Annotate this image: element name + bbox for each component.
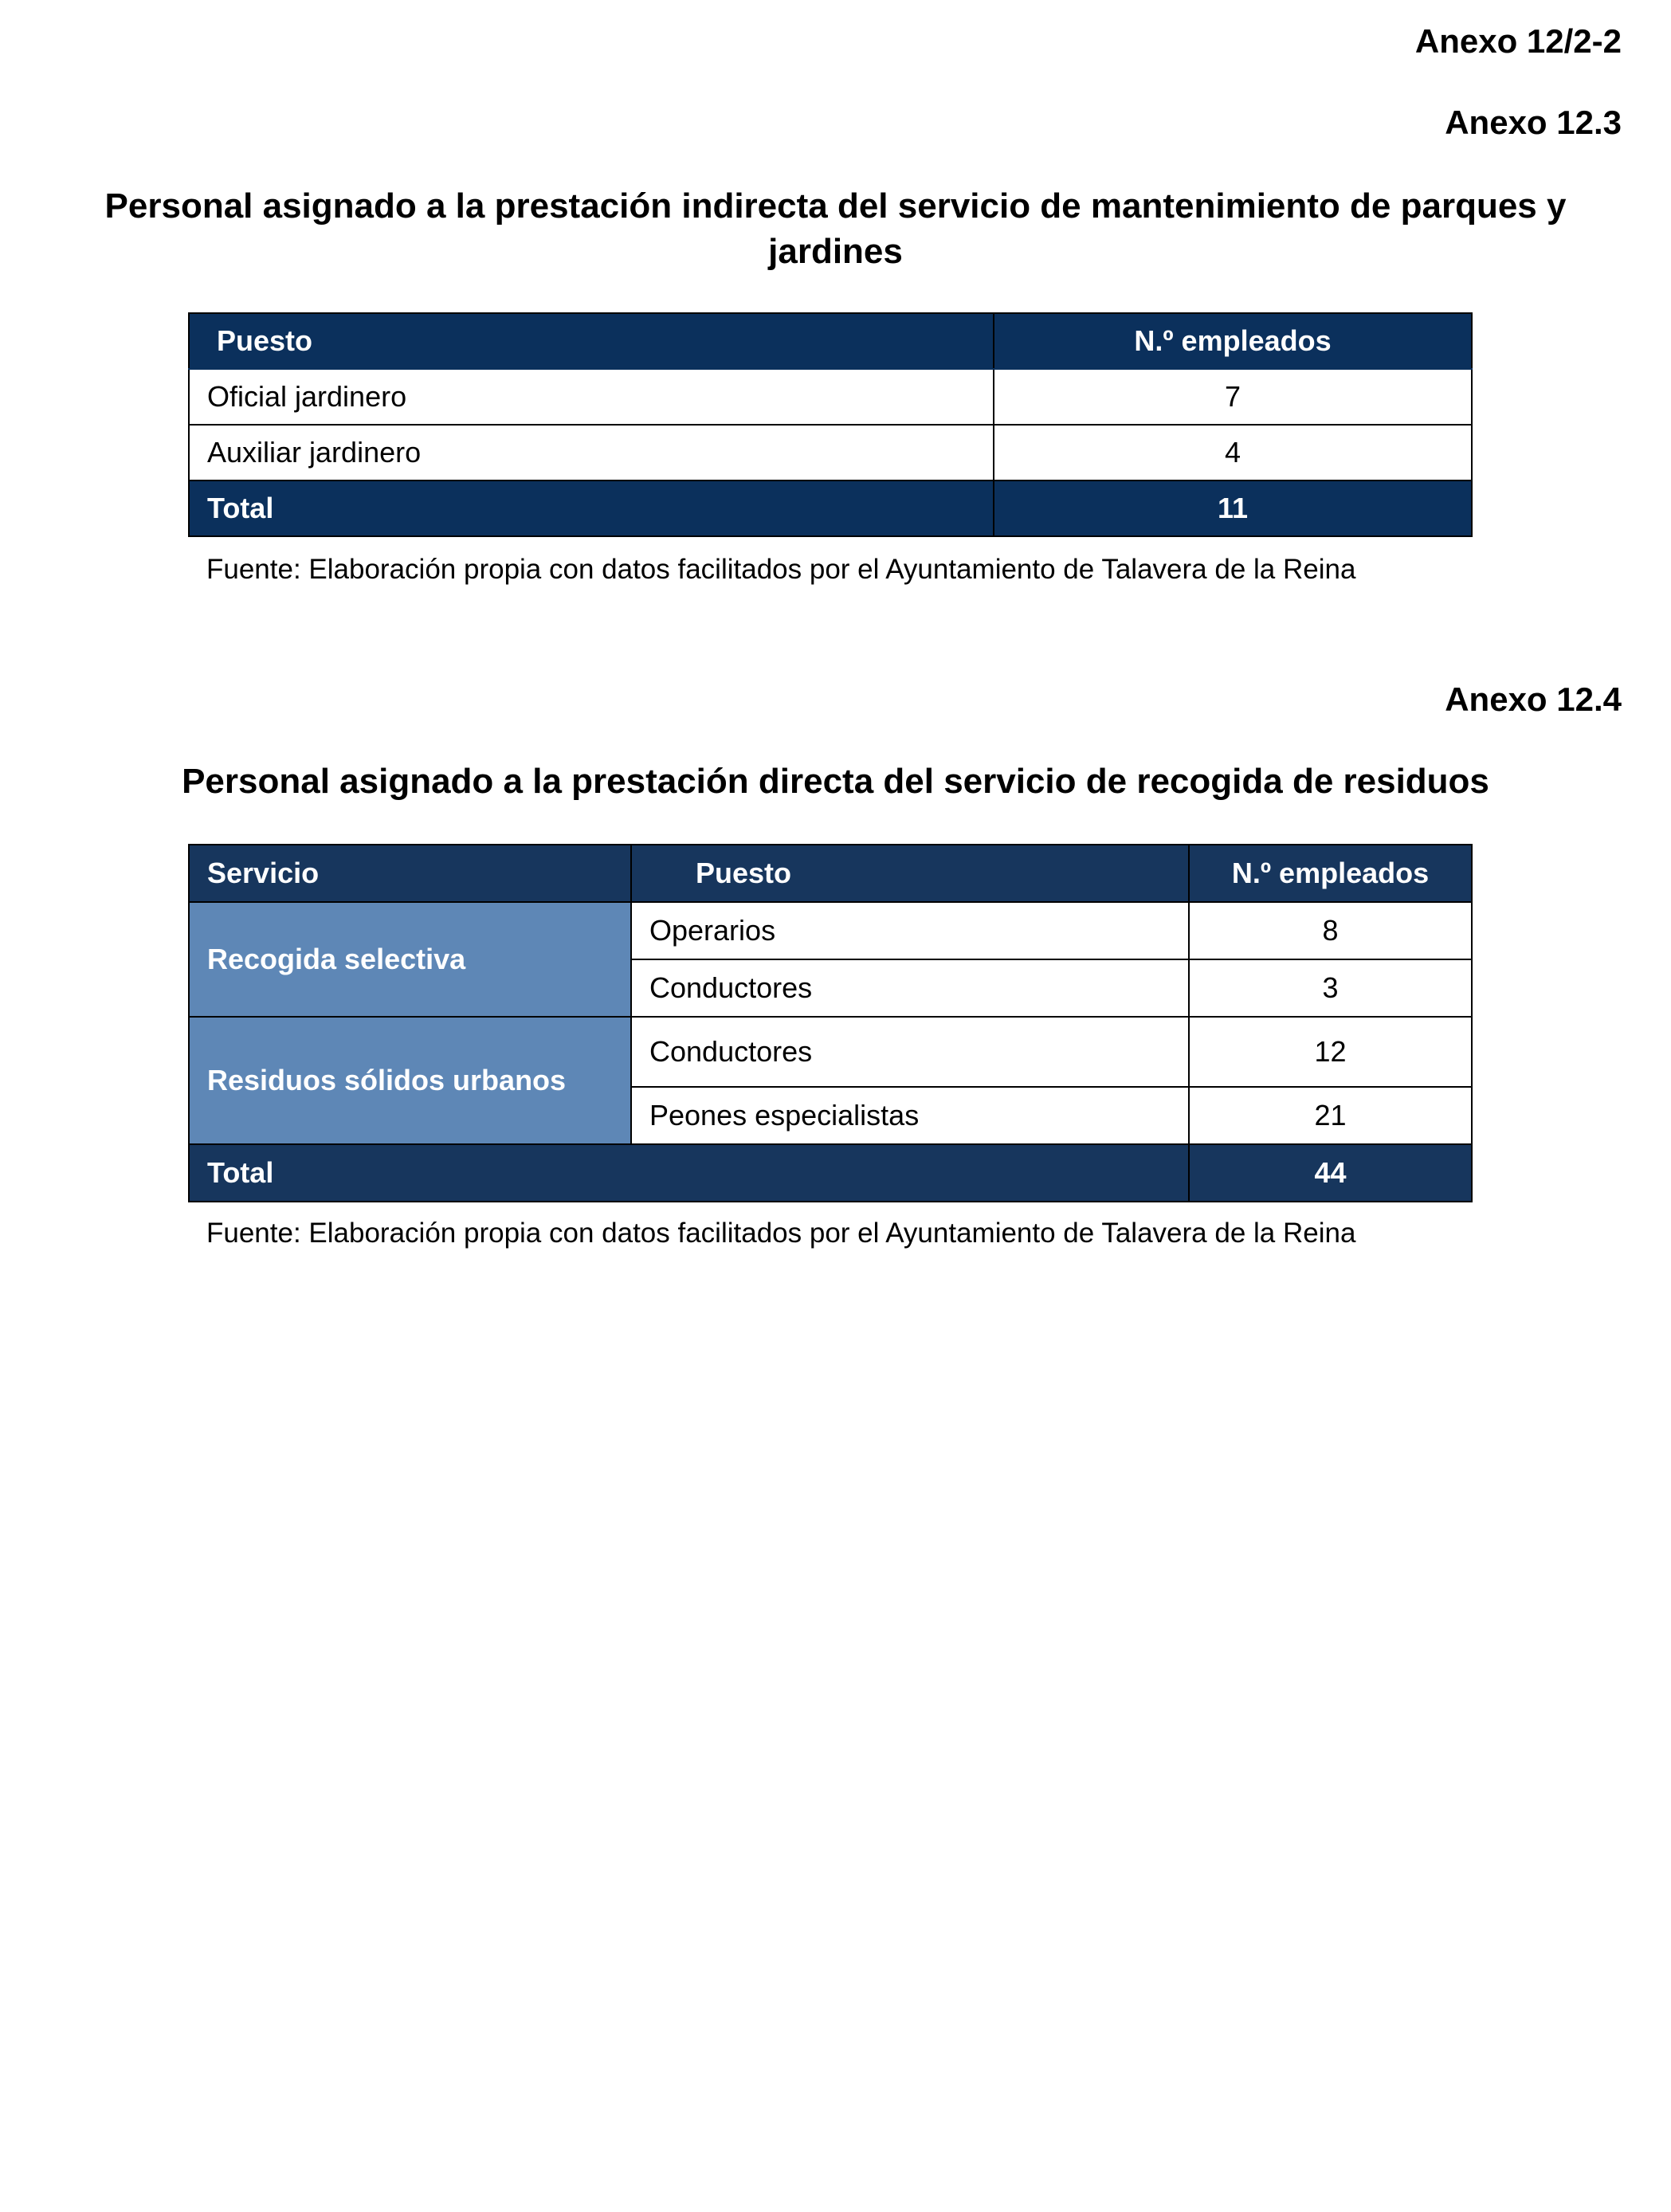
annex-top-label: Anexo 12/2-2	[1414, 22, 1622, 60]
column-header-empleados: N.º empleados	[1189, 845, 1472, 902]
table-total-row	[189, 480, 1472, 536]
table-row	[189, 902, 1472, 959]
cell-empleados: 3	[1189, 959, 1472, 1017]
column-header-empleados: N.º empleados	[994, 313, 1472, 369]
cell-puesto: Peones especialistas	[631, 1087, 1189, 1144]
cell-empleados: 21	[1189, 1087, 1472, 1144]
total-value: 11	[994, 480, 1472, 536]
staff-table-parks	[188, 312, 1473, 537]
section2-title: Personal asignado a la prestación directa del servicio de recogida de residuos	[182, 762, 1489, 801]
total-value: 44	[1189, 1144, 1472, 1202]
cell-puesto: Oficial jardinero	[189, 369, 994, 425]
table-header-row	[189, 845, 1472, 902]
table-header-row	[189, 313, 1472, 369]
cell-servicio: Residuos sólidos urbanos	[189, 1017, 631, 1144]
cell-puesto: Conductores	[631, 959, 1189, 1017]
table-row	[189, 425, 1472, 480]
section2-source-note: Fuente: Elaboración propia con datos facilitados por el Ayuntamiento de Talavera de la Reina	[206, 1218, 1356, 1249]
column-header-puesto: Puesto	[189, 313, 994, 369]
table-total-row	[189, 1144, 1472, 1202]
column-header-puesto: Puesto	[631, 845, 1189, 902]
section1-source-note: Fuente: Elaboración propia con datos facilitados por el Ayuntamiento de Talavera de la Reina	[206, 554, 1356, 585]
cell-empleados: 12	[1189, 1017, 1472, 1087]
total-label: Total	[189, 1144, 1189, 1202]
annex-12-3-label: Anexo 12.3	[1445, 104, 1622, 141]
section1-title: Personal asignado a la prestación indirecta del servicio de mantenimiento de parques y jardines	[104, 186, 1567, 271]
cell-puesto: Conductores	[631, 1017, 1189, 1087]
cell-puesto: Operarios	[631, 902, 1189, 959]
table-row	[189, 369, 1472, 425]
total-label: Total	[189, 480, 994, 536]
annex-12-4-label: Anexo 12.4	[1445, 680, 1622, 718]
cell-puesto: Auxiliar jardinero	[189, 425, 994, 480]
cell-empleados: 8	[1189, 902, 1472, 959]
table-row	[189, 1017, 1472, 1087]
cell-empleados: 4	[994, 425, 1472, 480]
staff-table-waste	[188, 844, 1473, 1202]
cell-empleados: 7	[994, 369, 1472, 425]
column-header-servicio: Servicio	[189, 845, 631, 902]
cell-servicio: Recogida selectiva	[189, 902, 631, 1017]
